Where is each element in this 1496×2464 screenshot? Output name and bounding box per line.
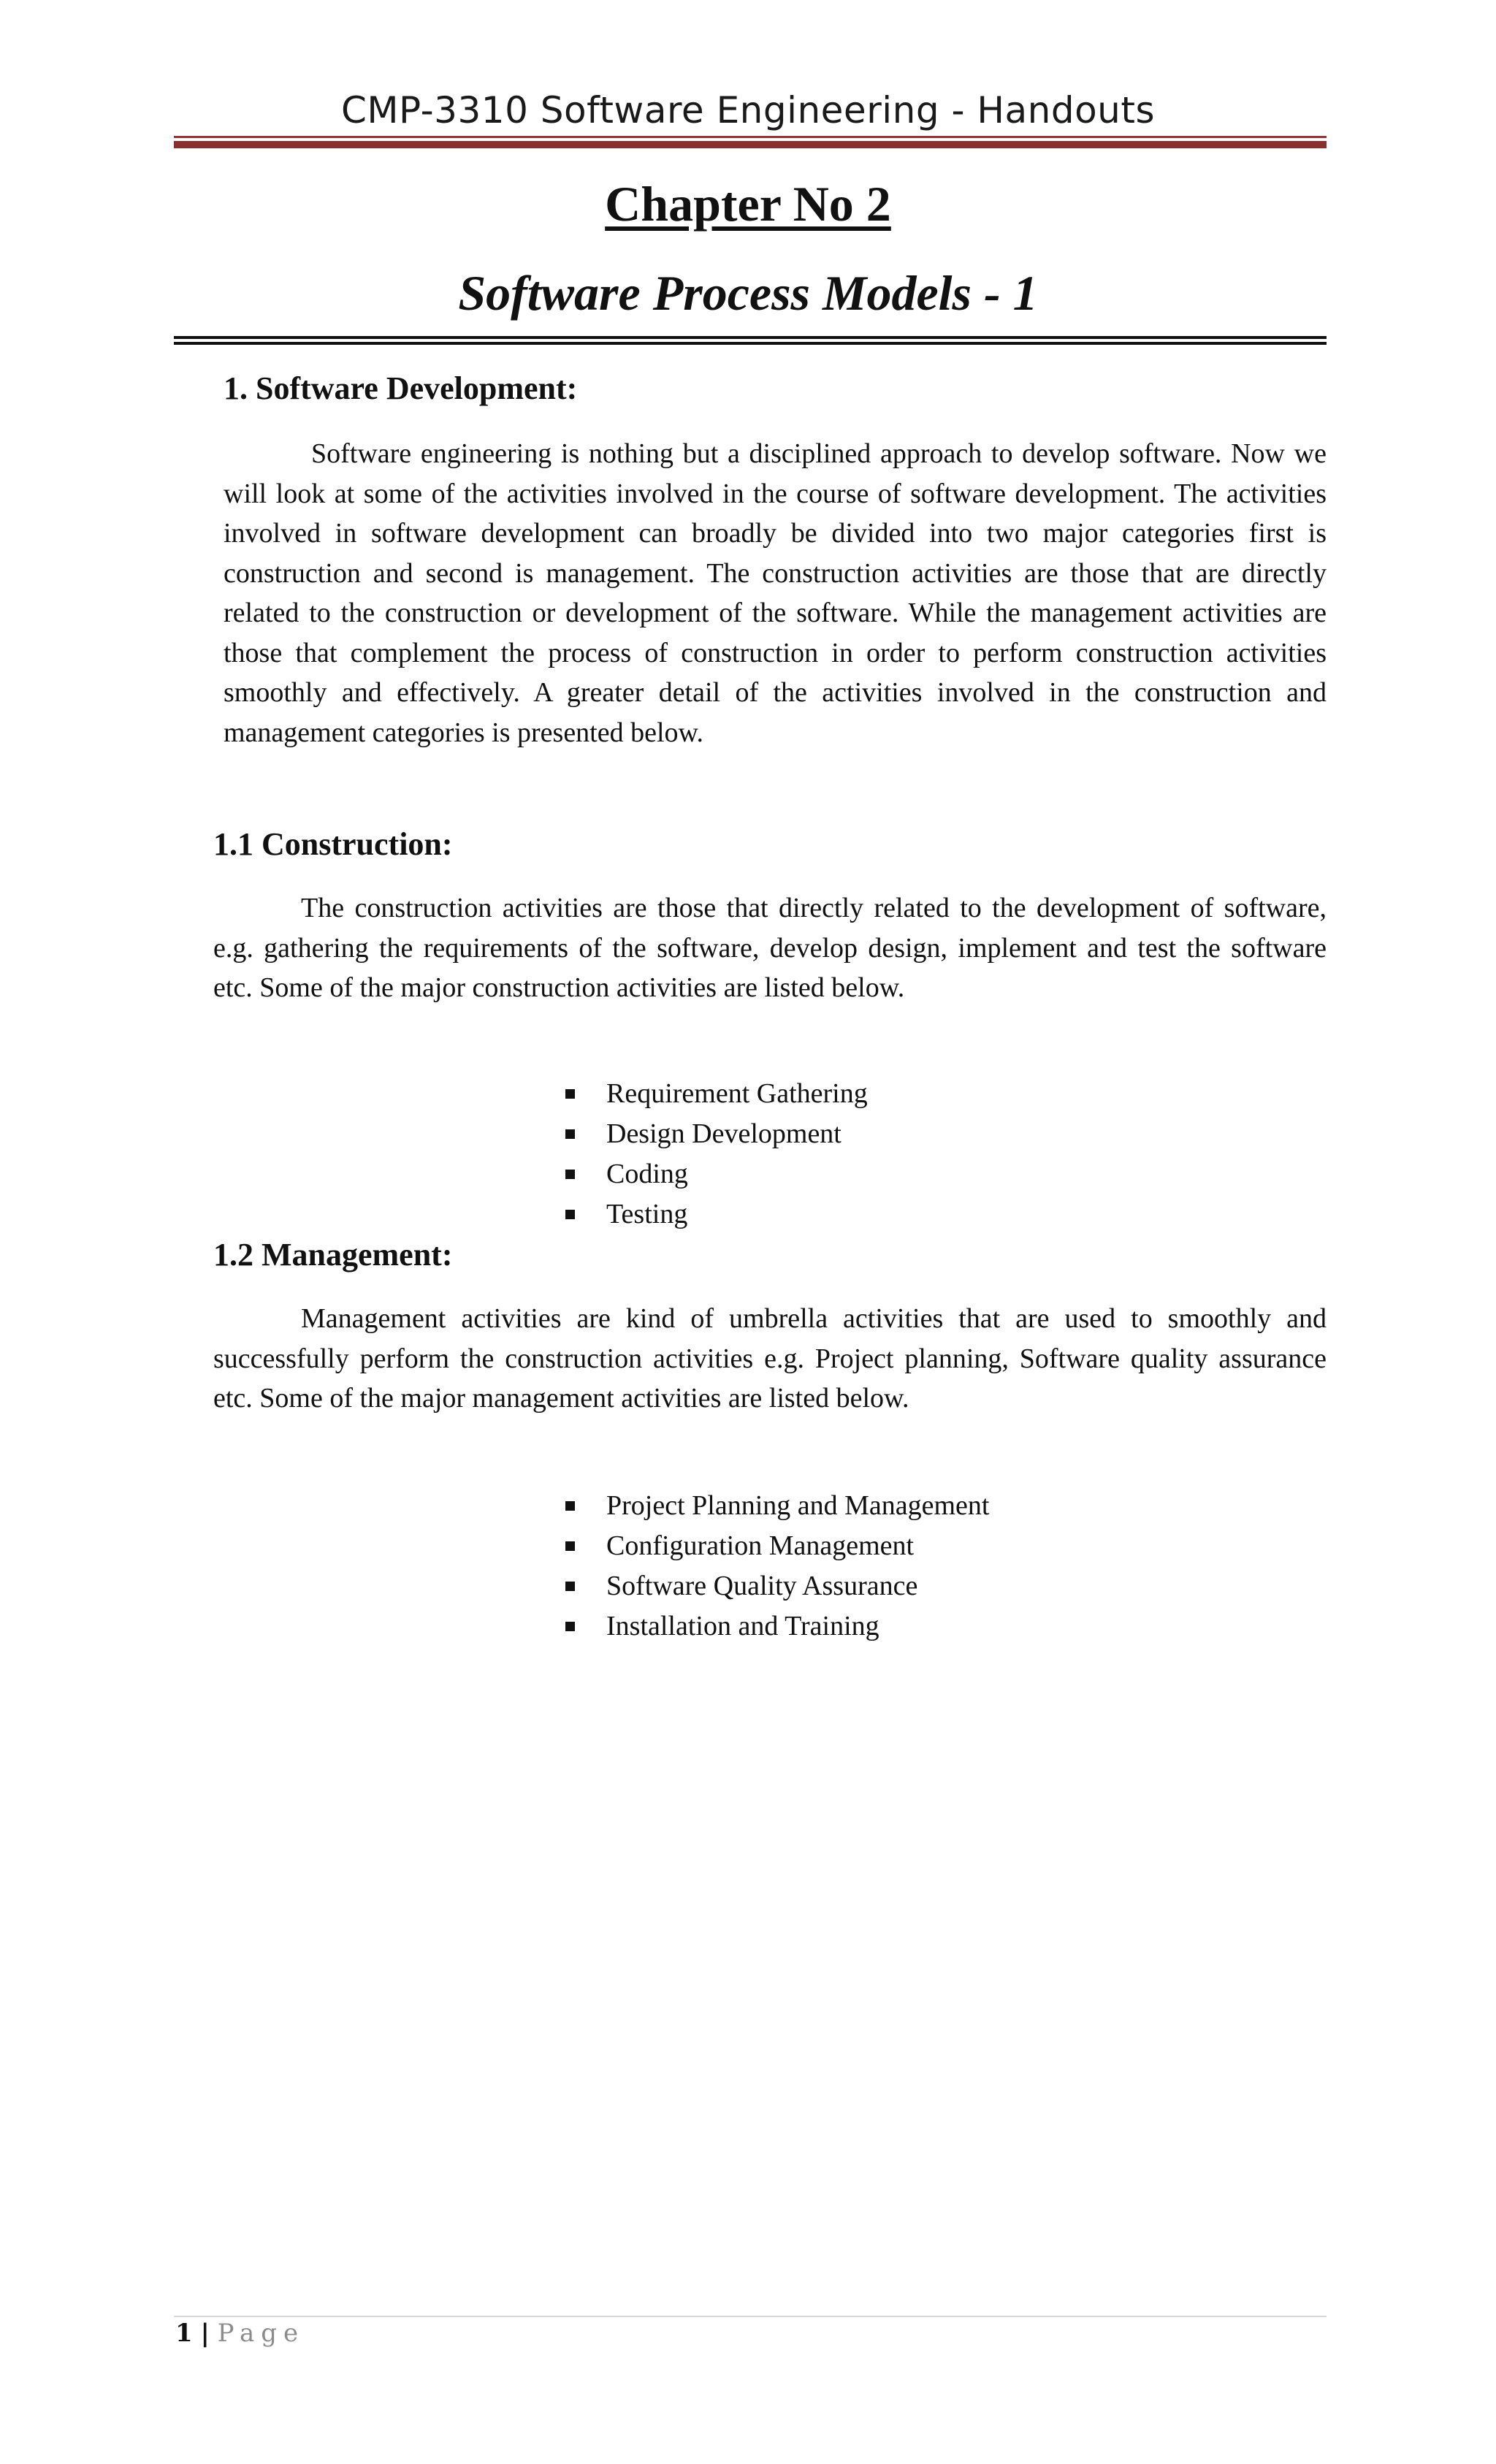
list-item: Project Planning and Management <box>562 1486 990 1526</box>
list-item: Configuration Management <box>562 1526 990 1566</box>
square-bullet-icon <box>565 1541 575 1551</box>
square-bullet-icon <box>565 1582 575 1591</box>
chapter-subtitle: Software Process Models - 1 <box>458 265 1038 321</box>
running-header: CMP-3310 Software Engineering - Handouts <box>340 89 1156 131</box>
square-bullet-icon <box>565 1501 575 1511</box>
section-paragraph-software-development: Software engineering is nothing but a disciplined approach to develop software. Now we will look at some of the activities involved in the course of software development. The activities involved in software development can broadly be divided into two major categories first is construction and second is management. The construction activities are those that are directly related to the construction or development of the software. While the management activities are those that complement the process of construction in order to perform construction activities smoothly and effectively. A greater detail of the activities involved in the construction and management categories is presented below. <box>224 438 1327 748</box>
management-activities-list <box>562 1486 990 1647</box>
page-number: 1 <box>175 2319 193 2348</box>
square-bullet-icon <box>565 1210 575 1219</box>
section-heading-construction: 1.1 Construction: <box>213 826 453 862</box>
section-paragraph-construction: The construction activities are those that directly related to the development of software, e.g. gathering the requirements of the software, develop design, implement and test the software etc. Some of the major construction activities are listed below. <box>213 893 1327 1003</box>
chapter-title: Chapter No 2 <box>605 176 891 232</box>
section-paragraph-management: Management activities are kind of umbrella activities that are used to smoothly and successfully perform the construction activities e.g. Project planning, Software quality assurance etc. Some of the major management activities are listed below. <box>213 1303 1327 1414</box>
section-heading-software-development: 1. Software Development: <box>224 370 578 406</box>
header-rule-thick <box>174 141 1327 148</box>
header-rule-thin <box>174 136 1327 138</box>
list-item: Design Development <box>562 1114 868 1154</box>
footer-separator: | <box>200 2319 210 2348</box>
square-bullet-icon <box>565 1622 575 1631</box>
title-rule-top <box>174 336 1327 339</box>
page-footer <box>175 2319 305 2348</box>
section-heading-management: 1.2 Management: <box>213 1237 453 1273</box>
title-rule-bottom <box>174 342 1327 345</box>
list-item: Coding <box>562 1154 868 1194</box>
square-bullet-icon <box>565 1129 575 1139</box>
square-bullet-icon <box>565 1089 575 1099</box>
list-item: Requirement Gathering <box>562 1074 868 1114</box>
list-item: Testing <box>562 1194 868 1235</box>
footer-rule <box>174 2316 1327 2317</box>
construction-activities-list <box>562 1074 868 1235</box>
list-item: Software Quality Assurance <box>562 1566 990 1606</box>
list-item: Installation and Training <box>562 1606 990 1647</box>
page-label: Page <box>217 2319 305 2348</box>
square-bullet-icon <box>565 1170 575 1179</box>
